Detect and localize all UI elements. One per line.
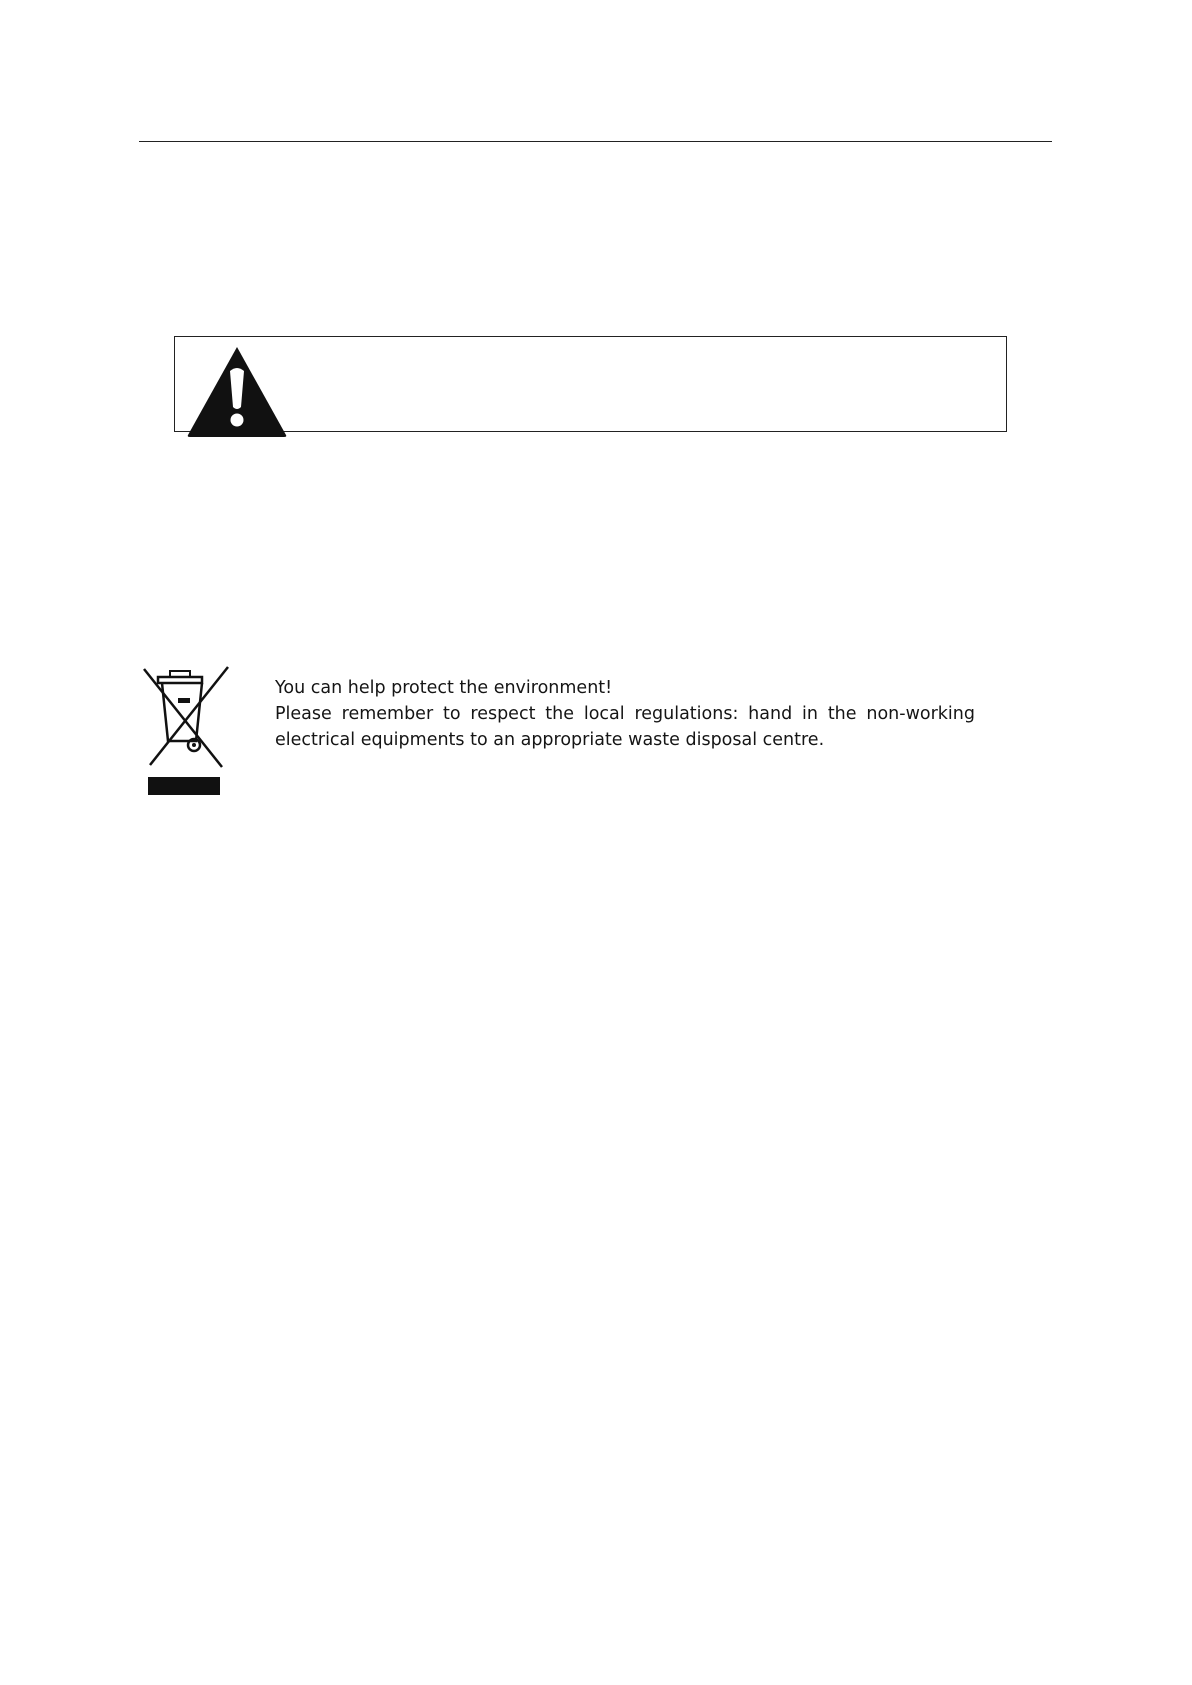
crossed-out-wheelie-bin-icon: [138, 661, 234, 797]
environment-notice-line-1: You can help protect the environment!: [275, 678, 613, 698]
environment-notice-line-2: Please remember to respect the local regulations: hand in the non-working: [275, 704, 975, 724]
warning-box: [174, 336, 1007, 432]
environment-notice: [275, 675, 975, 753]
environment-notice-line-3: electrical equipments to an appropriate waste disposal centre.: [275, 730, 825, 750]
header-rule: [139, 141, 1052, 142]
warning-triangle-icon: [185, 345, 289, 439]
